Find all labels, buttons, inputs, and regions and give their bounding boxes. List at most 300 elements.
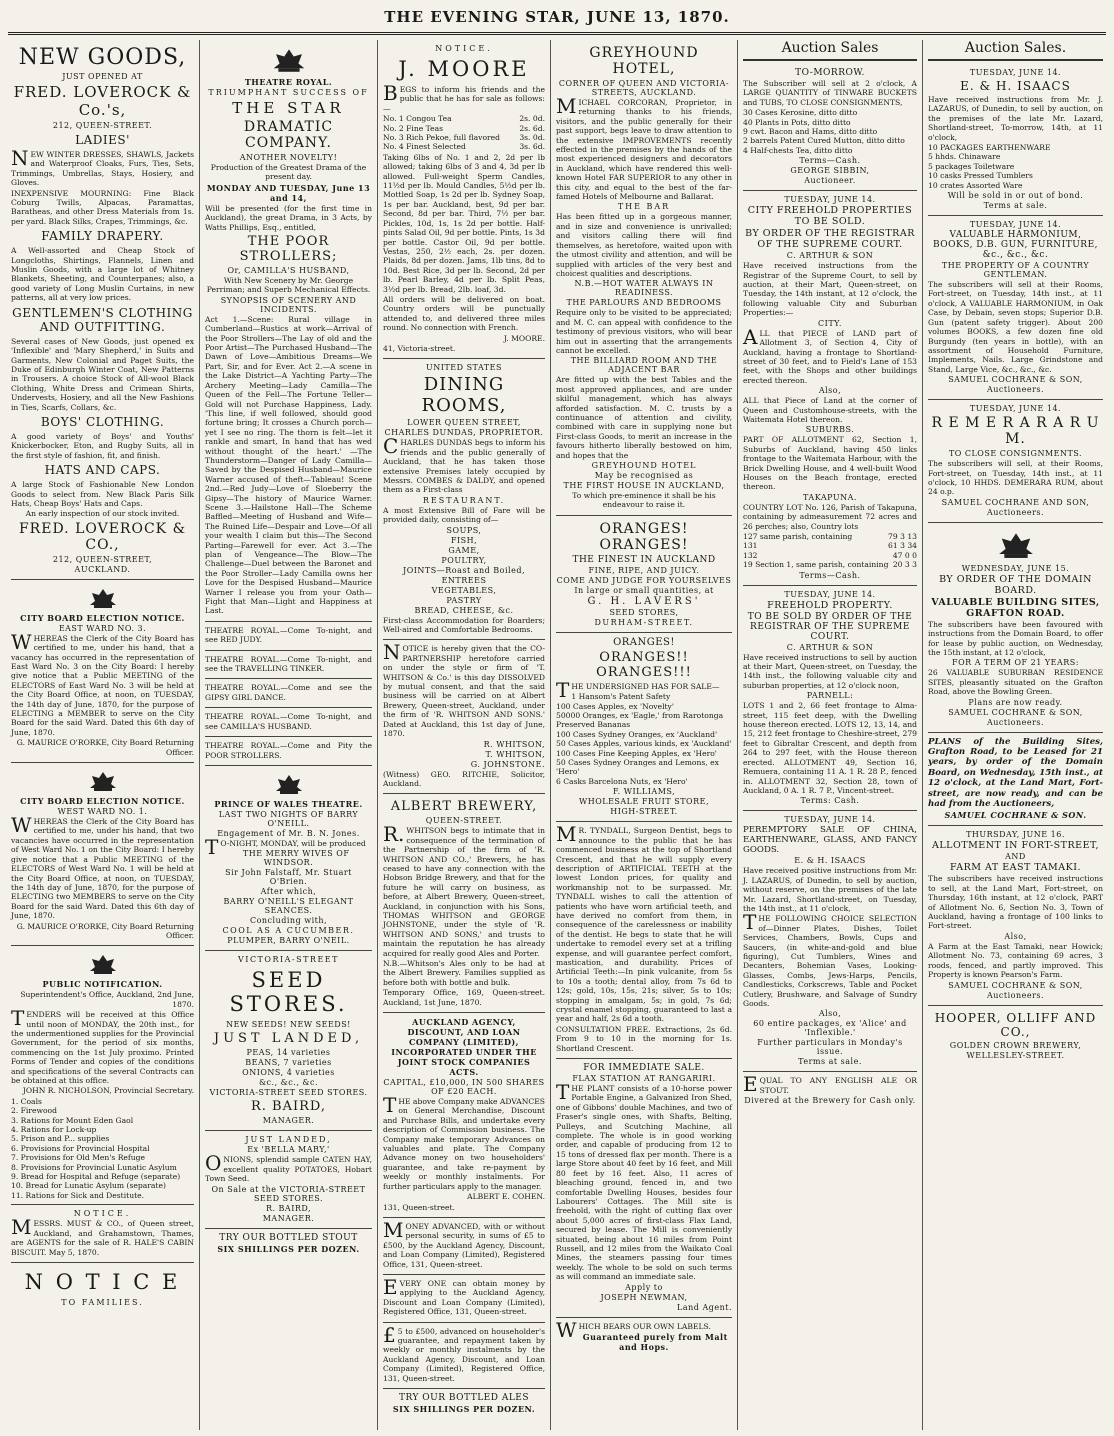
ad-text: With New Scenery by Mr. George Perriman; and Superb Mechanical Effects.	[206, 276, 371, 295]
ad-title: CITY FREEHOLD PROPERTIES TO BE SOLD.	[747, 205, 913, 228]
proprietor-name: R. BAIRD,	[250, 1099, 326, 1115]
ad-date: MONDAY AND TUESDAY, June 13 and 14,	[206, 182, 371, 203]
notice-text: MESSRS. MUST & CO., of Queen street, Auckland, and Grahamstown, Thames, are AGENTS for the sale of R. HALE'S CABIN BISCUIT. May 5, 1870.	[11, 1215, 194, 1257]
ad-bottled-ales	[383, 1389, 545, 1419]
ad-text: All orders will be delivered on boat. Country orders will be punctually attended to, and delivered three miles round. No connection with French.	[383, 294, 545, 333]
list-item: 11. Rations for Sick and Destitute.	[11, 1190, 145, 1200]
ad-subtitle: CAPITAL, £10,000, IN 500 SHARES OF £20 EACH.	[383, 1078, 545, 1097]
ad-title: DINING ROOMS,	[421, 374, 507, 417]
item-name: No. 2 Fine Teas	[383, 123, 444, 133]
ad-text: EVERY ONE can obtain money by applying to the Auckland Agency, Discount and Loan Company (Limited), Registered Office, 131, Queen-street.	[383, 1274, 545, 1317]
ad-subtitle: Divered at the Brewery for Cash only.	[744, 1096, 916, 1106]
ad-city-freehold	[743, 191, 917, 585]
auctioneer-title: Auctioneer.	[804, 176, 856, 186]
list-item: 3. Rations for Mount Eden Gaol	[11, 1115, 134, 1125]
notice-subheading: WEST WARD NO. 1.	[57, 807, 148, 817]
ad-title: R E M E R A R A R U M.	[931, 415, 1100, 448]
ad-text: Apply to	[625, 1282, 663, 1292]
ad-title: ALLOTMENT IN FORT-STREET,	[931, 840, 1100, 852]
ad-text: To which pre-eminence it shall be his endeavour to raise it.	[572, 491, 716, 510]
list-item: 5 hhds. Chinaware	[928, 152, 1001, 162]
lot-name: 131	[743, 541, 758, 551]
menu-item: POULTRY,	[441, 555, 487, 565]
sale-date: TUESDAY, JUNE 14.	[969, 220, 1062, 230]
ad-theatre-royal-3	[205, 679, 372, 708]
ad-bottled-stout	[205, 1229, 372, 1259]
lot-row	[743, 541, 917, 550]
ad-harmonium	[928, 216, 1103, 400]
partner-name: T. WHITSON,	[485, 749, 545, 759]
item-price: 3s. 6d.	[519, 142, 545, 152]
ad-text: A most Extensive Bill of Fare will be provided daily, consisting of—	[383, 505, 545, 525]
ad-text: A Farm at the East Tamaki, near Howick; Allotment No. 73, containing 69 acres, 3 roods, fenced, and partly improved. This Property is known Pearson's Farm.	[928, 941, 1103, 980]
auctioneer-name: C. ARTHUR & SON	[786, 251, 874, 261]
ad-prince-of-wales	[205, 766, 372, 951]
firm-address: 212, QUEEN-STREET.	[52, 121, 153, 130]
ad-text: The subscribers have received instructions to sell, at the Land Mart, Fort-street, on Thursday, 16th instant, at 12 o'clock, PART of Allotment No. 6, Section No. 3, Town of Auckland, having a frontage of 100 links to Fort-street.	[928, 874, 1103, 931]
lot-area: 20 3 3	[892, 560, 917, 570]
menu-item: VEGETABLES,	[431, 585, 497, 595]
notice-office: Superintendent's Office, Auckland, 2nd June, 1870.	[20, 990, 194, 1009]
auctioneer-name: SAMUEL COCHRANE & SON,	[948, 707, 1083, 717]
ad-subtitle: RESTAURANT.	[422, 495, 506, 505]
ad-text: THE FOLLOWING CHOICE SELECTION of—Dinner Plates, Dishes, Toilet Services, Chambers, Bowls, Cups and Saucers, (in white-and-gold and blue figuring), Cut Tumblers, Wines and Decanters, Bohemian Vases, Looking-Glasses, Combs, Jews-Harps, Pencils, Candlesticks, Corkscrews, Table and Pocket Cutlery, Brushware, and Salvage of Sundry Goods.	[743, 910, 917, 1008]
ad-subtitle: THE FINEST IN AUCKLAND	[572, 554, 716, 565]
list-item: Preserved Bananas	[556, 720, 631, 730]
notice-text: WHEREAS the Clerk of the City Board has certified to me, under his hand, that two vacancies have occurred in the representation of West Ward No. 1 on the City Board: I hereby give notice that a Public MEETING of the ELECTORS of West Ward No. 1 will be held at the City Board Office, at noon, on TUESDAY, the 14th day of June, 1870, for the purpose of ELECTING two MEMBERS to serve on the City Board for the said Ward. Dated this 6th day of June, 1870.	[11, 813, 194, 921]
ad-title: SEED STORES.	[229, 968, 348, 1017]
ad-albert-brewery	[383, 794, 545, 1013]
ad-text: May be recognised as	[594, 471, 694, 480]
ad-text: Will be presented (for the first time in Auckland), the great Drama, in 3 Acts, by Watts Phillips, Esq., entitled,	[205, 203, 372, 232]
ad-text: THE FIRST HOUSE IN AUCKLAND,	[563, 481, 725, 490]
ad-text: Terms: Cash.	[800, 796, 860, 806]
ad-grafton-sites	[928, 523, 1103, 733]
list-item: &c., &c., &c.	[258, 1078, 319, 1088]
section-heading: TAKAPUNA.	[803, 492, 857, 502]
ad-subtitle: GOLDEN CROWN BREWERY,	[949, 1040, 1082, 1050]
ad-address: QUEEN-STREET.	[425, 816, 503, 826]
ad-theatre-royal-5	[205, 737, 372, 766]
ad-text: On Sale at the VICTORIA-STREET SEED STORES.	[211, 1184, 366, 1203]
ad-text: N.B.—HOT WATER ALWAYS IN READINESS.	[574, 279, 714, 298]
section-text: An early inspection of our stock invited.	[25, 509, 180, 519]
column-5	[738, 40, 923, 1430]
ad-text: SEED STORES,	[609, 607, 679, 617]
section-heading: THE BAR	[617, 202, 671, 212]
ad-subtitle: FLAX STATION AT RANGARIRI.	[572, 1074, 716, 1084]
ad-theatre-royal-2	[205, 651, 372, 680]
sale-list	[928, 143, 1103, 190]
ad-text: The Subscriber will sell at 2 o'clock, A LARGE QUANTITY of TINWARE BUCKETS and TUBS, TO CLOSE CONSIGNMENTS,	[743, 79, 917, 107]
auctioneer-name: C. ARTHUR & SON	[786, 642, 874, 652]
ad-subtitle: ANOTHER NOVELTY!	[239, 153, 338, 162]
ad-text: In large or small quantities, at	[574, 585, 714, 595]
ad-election-east	[11, 580, 194, 763]
list-item: 4. Rations for Lock-up	[11, 1125, 97, 1135]
list-item: 100 Cases Apples, ex 'Novelty'	[556, 701, 674, 711]
section-heading: HATS AND CAPS.	[44, 463, 161, 478]
sale-date: TO-MORROW.	[795, 68, 865, 78]
list-item: 50 Cases Apples, various kinds, ex 'Auckland'	[556, 739, 732, 749]
ad-text: Have received instructions from the Registrar of the Supreme Court, to sell by auction, at their Mart, Queen-street, on Tuesday, the 14th instant, at 12 o'clock, the following valuable City and Suburban Properties:—	[743, 261, 917, 318]
auctioneer-title: Auctioneers.	[986, 385, 1045, 395]
ad-text: Concluding with,	[249, 916, 328, 926]
ad-title: EQUAL TO ANY ENGLISH ALE OR STOUT.	[743, 1072, 917, 1097]
menu-item: JOINTS—Roast and Boiled,	[402, 565, 525, 575]
list-item: 40 Plants in Pots, ditto ditto	[743, 117, 851, 127]
ad-text: 60 entire packages, ex 'Alice' and 'Inflexible.'	[753, 1019, 907, 1038]
sale-date: TUESDAY, JUNE 14.	[784, 815, 876, 825]
supplies-list	[11, 1097, 194, 1200]
ad-address: 131, Queen-street.	[383, 1202, 455, 1212]
lot-name: 19 Section 1, same parish, containing	[743, 560, 889, 570]
auctioneer-name: SAMUEL COCHRANE & SON.	[944, 810, 1087, 821]
ad-auckland-agency	[383, 1013, 545, 1218]
ad-dining-rooms	[383, 359, 545, 640]
list-item: 2. Firewood	[11, 1106, 57, 1116]
proprietor-title: MANAGER.	[262, 1213, 315, 1223]
list-item: 9. Bread for Hospital and Refuge (separate)	[11, 1172, 181, 1182]
ad-title: ORANGES! ORANGES!	[599, 520, 689, 553]
ad-text: R.WHITSON begs to intimate that in consequence of the termination of the Partnership of the firm of 'R. WHITSON AND CO.,' Brewers, he has ceased to have any connection with the Hobson Bridge Brewery, and that for the future he will carry on business, as before, at Albert Brewery, Queen-street, Auckland, in conjunction with his Sons, THOMAS WHITSON and GEORGE JOHNSTONE, under the style of 'R. WHITSON AND SONS,' and trusts to maintain the reputation he has already acquired for really good Ales and Porter.	[383, 822, 545, 958]
menu-item: FISH,	[450, 535, 478, 545]
ad-text: ALL that Piece of Land at the corner of Queen and Customhouse-streets, with the Waitemata Hotel thereon.	[743, 396, 917, 424]
ad-address: 41, Victoria-street.	[383, 343, 456, 353]
section-heading: BOYS' CLOTHING.	[40, 414, 165, 429]
auctioneer-name: GEORGE SIBBIN,	[790, 166, 870, 176]
item-price: 2s. 0d.	[519, 114, 545, 124]
ad-five-pounds	[383, 1323, 545, 1389]
ad-title: DRAMATIC COMPANY.	[243, 119, 334, 151]
item-name: No. 3 Rich Pekoe, full flavored	[383, 133, 501, 143]
ad-title: HOOPER, OLLIFF AND CO.,	[934, 1010, 1097, 1039]
notice-heading: PUBLIC NOTIFICATION.	[42, 979, 163, 990]
ad-text: Have received instructions to sell by auction at their Mart, Queen-street, on Tuesday, the 14th inst., the following valuable city and suburban properties, at 12 o'clock noon,	[743, 652, 917, 690]
column-2	[200, 40, 378, 1430]
auctioneer-name: E. & H. ISAACS	[794, 856, 866, 866]
ad-subtitle: UNITED STATES	[426, 363, 502, 373]
list-item: 6. Provisions for Provincial Hospital	[11, 1143, 150, 1153]
ad-subtitle: TRIUMPHANT SUCCESS OF	[208, 88, 369, 97]
ad-williams-oranges	[556, 633, 732, 822]
ad-address: WELLESLEY-STREET.	[966, 1050, 1065, 1060]
notice-signature: JOHN R. NICHOLSON, Provincial Secretary.	[22, 1086, 194, 1096]
notice-heading: CITY BOARD ELECTION NOTICE.	[20, 612, 185, 623]
royal-crest-icon	[86, 587, 120, 609]
sale-list	[556, 692, 732, 786]
ad-subtitle: COME AND JUDGE FOR YOURSELVES	[556, 575, 732, 585]
notice-heading: CITY BOARD ELECTION NOTICE.	[20, 796, 185, 807]
ad-partnership-notice	[383, 640, 545, 794]
ad-subtitle: JUST LANDED,	[213, 1031, 364, 1047]
ad-text: Taking 6lbs of No. 1 and 2, 2d per lb allowed; taking 6lbs of 3 and 4, 3d per lb allowed. Full-weight Sperm Candles, 11½d per lb. Mould Candles, 5½d per lb. Mottled Soap, 1s 2d per lb. Sydney Soap, 1s per bar. Auckland, best, 9d per bar. Second, 8d per bar. Third, 7½ per bar. Pickles, 10d, 1s, 1s 2d per bottle. Half-pints Salad Oil, 9d per bottle. Pints, 1s 3d per bottle. Castor Oil, 9d per bottle. Vestas, 250, 2½ each, 2s. per dozen. Plaids, 8d per dozen. Jams, 1lb tins, 8d to 10d. Best Rice, 3d per lb. Second, 2d per lb. Pearl Barley, 4d per lb. Split Peas, 3½d per lb. Bread, 2lb. loaf, 3d.	[383, 152, 545, 294]
column-1	[6, 40, 200, 1430]
ad-freehold-property	[743, 586, 917, 812]
masthead: THE EVENING STAR, JUNE 13, 1870.	[384, 8, 730, 26]
ad-address: CORNER OF QUEEN AND VICTORIA-STREETS, AUCKLAND.	[558, 79, 730, 97]
list-item: 50 Cases Sydney Oranges and Lemons, ex 'Hero'	[556, 758, 719, 777]
ad-subtitle: TO CLOSE CONSIGNMENTS.	[948, 449, 1083, 459]
notice-signature: G. MAURICE O'RORKE, City Board Returning Officer.	[16, 921, 194, 940]
menu-item: SOUPS,	[446, 525, 482, 535]
ad-seed-stores	[205, 951, 372, 1131]
ad-subtitle: TO BE SOLD BY ORDER OF THE REGISTRAR OF THE SUPREME COURT.	[747, 611, 913, 642]
ad-title: ORANGES!	[613, 636, 675, 648]
ad-text: THEATRE ROYAL.—Come To-night, and see RED JUDY.	[205, 625, 372, 645]
synopsis-heading: SYNOPSIS OF SCENERY AND INCIDENTS.	[220, 295, 357, 314]
section-heading: SUBURBS.	[805, 425, 855, 435]
notice-text: WHEREAS the Clerk of the City Board has certified to me, under his hand, that a vacancy has occurred in the representation of East Ward No. 3 on the City Board: I hereby give notice that a Public MEETING of the ELECTORS of East Ward No. 3 will be held at the City Board Office, at noon, on TUESDAY, the 14th day of June, 1870, for the purpose of ELECTING a MEMBER to serve on the City Board for the said Ward. Dated this 6th day of June, 1870.	[11, 629, 194, 737]
sale-date: WEDNESDAY, JUNE 15.	[961, 563, 1070, 573]
column-4	[551, 40, 738, 1430]
item-name: No. 4 Finest Selected	[383, 142, 466, 152]
list-item: 1. Coals	[11, 1096, 42, 1106]
ad-address: DURHAM-STREET.	[594, 617, 694, 627]
menu-item: BREAD, CHEESE, &c.	[414, 605, 514, 615]
ad-title: FOR IMMEDIATE SALE.	[583, 1063, 705, 1074]
notice-text: NOTICE is hereby given that the CO-PARTNERSHIP heretofore carried on under the style or firm of 'T. WHITSON & Co.' is this day DISSOLVED by mutual consent, and that the said business will be carried on at Albert Brewery, Queen-street, Auckland, under the firm of 'R. WHITSON AND SONS.' Dated at Auckland, this 1st day of June, 1870.	[383, 640, 545, 739]
ad-text: BARRY O'NEILL'S ELEGANT SEANCES.	[223, 897, 354, 916]
ad-hale-biscuit	[11, 1205, 194, 1263]
ad-title: FREEHOLD PROPERTY.	[767, 599, 893, 611]
ad-signature: ALBERT E. COHEN.	[467, 1192, 545, 1202]
ad-text: Engagement of Mr. B. N. Jones.	[217, 828, 360, 838]
ad-text: CHARLES DUNDAS begs to inform his friends and the public generally of Auckland, that he has taken those extensive Premises lately occupied by Messrs. COMBES & DALDY, and opened them as a First-class	[383, 434, 545, 495]
ad-just-landed	[205, 1131, 372, 1228]
list-item: 5 packages Toiletware	[928, 161, 1015, 171]
section-text: Several cases of New Goods, just opened ex 'Inflexible' and 'Mary Shepherd,' in Suits and Garments, New Colonial and Paget Suits, the Duke of Edinburgh Winter Coat, New Patterns in Trousers. A choice Stock of All-wool Black Clothing, White Dress and Crimean Shirts, Undervests, Hosiery, and all the New Fashions in Ties, Scarfs, Collars, &c.	[11, 336, 194, 412]
item-name: No. 1 Congou Tea	[383, 114, 452, 124]
auctioneer-title: Auctioneers.	[986, 717, 1045, 727]
ad-english-ale	[743, 1072, 917, 1110]
ad-text: Have received instructions from Mr. J. LAZARUS, of Dunedin, to sell by auction, on the premises of the late Mr. Lazard, Shortland-street, To-morrow, 14th, at 11 o'clock,	[928, 95, 1103, 142]
ad-money-advanced	[383, 1218, 545, 1275]
list-item: 100 Cases Fine Keeping Apples, ex 'Hero'	[556, 748, 717, 758]
ad-title: VALUABLE BUILDING SITES, GRAFTON ROAD.	[931, 596, 1100, 619]
firm-city: AUCKLAND.	[74, 564, 131, 574]
theatre-name: PRINCE OF WALES THEATRE.	[214, 798, 363, 809]
ad-text: Will be sold in or out of bond.	[947, 191, 1084, 201]
lot-area: 47 0 0	[892, 550, 917, 560]
ad-text: Production of the Greatest Drama of the present day.	[210, 163, 367, 182]
list-item: 10. Bread for Lunatic Asylum (separate)	[11, 1181, 166, 1191]
ad-text: PLUMPER, BARRY O'NEIL.	[227, 936, 350, 946]
synopsis-text: Act 1.—Scene: Rural village in Cumberland—Rustics at work—Arrival of the Poor Strollers—The Lay of old and the Poor Artist—The Purchased Husband—The Dawn of Love—Ambitious Dreams—We Part, Sir, and for Ever. Act 2.—A scene in the Lake District—A Yachting Party—The Archery Meeting—Lady Camilla—The Queen of the Fell—The Fortune Teller—Gold will not Purchase Happiness, Lady. 'This line, if well followed, should good fortune bring; It crosses a Church porch—yet I see no ring. The thorn is felt—let it rankle and smart, In hand that has wed without thought of the heart.' —The Thunderstorm—Danger of Lady Camilla—Saved by the Despised Husband—Maurice Warner accused of theft—Tableau! Scene 2nd.—Red Judy—Love of Sloeberry the Gipsy—The history of Maurice Warner. Scene 3.—Hailstone Hall—The Scheme Baffled—Meeting of Husband and Wife—The Ruined Life—Despair and Love—Of all your wealth I claim but this—The Second Parting—Farewell for ever. Act 3.—The plan of Vengeance—The Blow—The Challenge—Duel between the Baronet and the Poor Stroller—Lady Camilla owns her Love for the Despised Husband—Maurice Warner I release you from your Oath—Fight that Man—Light and Happiness at Last.	[205, 314, 372, 616]
ad-public-notification	[11, 946, 194, 1205]
auctioneer-name: SAMUEL COCHRANE AND SON,	[941, 497, 1090, 507]
ad-lavers-oranges	[556, 516, 732, 633]
ad-text: THE UNDERSIGNED HAS FOR SALE—	[556, 677, 720, 702]
ad-subtitle: BY ORDER OF THE REGISTRAR OF THE SUPREME COURT.	[745, 228, 915, 251]
ad-flax-station	[556, 1059, 732, 1318]
notice-heading: NOTICE.	[435, 44, 493, 53]
ad-text: CONSULTATION FREE. Extractions, 2s 6d. From 9 to 10 in the morning for 1s. Shortland Crescent.	[556, 1024, 732, 1053]
section-heading: THE PARLOURS AND BEDROOMS	[566, 298, 722, 308]
royal-crest-icon	[86, 770, 120, 792]
list-item: 4 Half-chests Tea, ditto ditto	[743, 145, 853, 155]
ad-text: 26 VALUABLE SUBURBAN RESIDENCE SITES, pleasantly situated on the Grafton Road, above the Bowling Green.	[928, 668, 1103, 697]
ad-subtitle: SIX SHILLINGS PER DOZEN.	[392, 1404, 536, 1414]
list-item: 10 casks Pressed Tumblers	[928, 171, 1033, 181]
ad-subtitle: JUST OPENED AT	[62, 72, 143, 81]
ad-text: THEATRE ROYAL.—Come and Pity the POOR STROLLERS.	[205, 741, 372, 760]
ad-text: MICHAEL CORCORAN, Proprietor, in returning thanks to his friends, visitors, and the public generally for their past support, begs leave to draw attention to the extensive IMPROVEMENTS recently effected in the premises by the hands of the most experienced designers and decorators in Auckland, which have rendered this well-known Hotel FAR SUPERIOR to any other in this city, and equal to the best of the far-famed Hotels of Melbourne and Ballarat.	[556, 94, 732, 202]
ad-plans-notice	[928, 733, 1103, 827]
ad-text: Also,	[818, 386, 842, 396]
ad-title: J. MOORE	[398, 57, 530, 81]
notice-text: TENDERS will be received at this Office until noon of MONDAY, the 20th inst., for the undermentioned supplies for the Provincial Government, for the period of six months, commencing on the 1st July proximo. Printed Forms of Tender and copies of the conditions and specifications of the several Contracts can be obtained at this office.	[11, 1006, 194, 1085]
notice-heading: N O T I C E	[24, 1269, 181, 1294]
ad-title: TRY OUR BOTTLED ALES	[398, 1393, 530, 1403]
ad-text: Require only to be visited to be appreciated; and M. C. can appeal with confidence to the testimony of previous visitors, who will bear him out in asserting that the arrangements cannot be excelled.	[556, 308, 732, 355]
section-heading: THE BILLIARD ROOM AND THE ADJACENT BAR	[570, 356, 718, 375]
proprietor-name: F. WILLIAMS,	[612, 787, 676, 797]
partner-name: R. WHITSON,	[483, 739, 545, 749]
ad-text: Terms at sale.	[983, 201, 1048, 211]
ad-title: GREYHOUND HOTEL	[591, 461, 697, 470]
ad-text: Further particulars in Monday's issue.	[757, 1038, 903, 1057]
play-subtitle: Or, CAMILLA'S HUSBAND,	[227, 266, 350, 276]
ad-subtitle: VICTORIA-STREET	[238, 955, 339, 965]
sale-date: TUESDAY, JUNE 14.	[969, 404, 1062, 414]
list-item: 50000 Oranges, ex 'Eagle,' from Rarotonga	[556, 711, 724, 721]
section-heading: PARNELL:	[806, 691, 854, 701]
ad-text: After which,	[260, 887, 317, 897]
sale-date: TUESDAY, JUNE 14.	[784, 195, 876, 205]
ad-text: THEATRE ROYAL.—Come To-night, and see CAMILLA'S HUSBAND.	[205, 712, 372, 731]
proprietor-name: G. H. LAVERS'	[587, 595, 701, 607]
proprietor-name: JOSEPH NEWMAN,	[600, 1292, 688, 1302]
proprietor-name: CHARLES DUNDAS, PROPRIETOR.	[384, 428, 544, 438]
play-title: THE MERRY WIVES OF WINDSOR.	[242, 849, 350, 868]
notice-heading: NOTICE.	[73, 1209, 132, 1219]
ad-text: THE above Company make ADVANCES on General Merchandise, Discount and Purchase Bills, and undertake every description of Commission business. The Company make temporary Advances on valuables and plate. The Company Advance money on two householders' guarantee, and take re-payment by weekly or monthly instalments. For further particulars apply to the manager.	[383, 1093, 545, 1191]
ad-title: VALUABLE HARMONIUM, BOOKS, D.B. GUN, FURNITURE, &c., &c., &c.	[932, 230, 1099, 261]
list-item: 30 Cases Kerosine, ditto ditto	[743, 108, 858, 118]
notice-subheading: TO FAMILIES.	[61, 1297, 144, 1307]
masthead-rule	[8, 32, 1106, 35]
ad-subtitle: SIX SHILLINGS PER DOZEN.	[217, 1243, 360, 1254]
ad-text: First-class Accommodation for Boarders; Well-aired and Comfortable Bedrooms.	[383, 615, 545, 635]
price-row	[383, 114, 545, 123]
lot-row	[743, 551, 917, 560]
ad-demerara-rum	[928, 400, 1103, 523]
section-heading: GENTLEMEN'S CLOTHING AND OUTFITTING.	[12, 305, 193, 334]
royal-crest-icon	[86, 953, 120, 975]
ad-text: TO-NIGHT, MONDAY, will be produced	[205, 834, 366, 859]
royal-crest-icon	[994, 530, 1038, 560]
price-row	[383, 124, 545, 133]
column-3	[378, 40, 551, 1430]
menu-item: ENTREES	[441, 575, 487, 585]
ad-title: ORANGES!! ORANGES!!!	[596, 649, 692, 680]
ad-subtitle: FOR A TERM OF 21 YEARS:	[952, 658, 1079, 668]
notice-signature: G. MAURICE O'RORKE, City Board Returning Officer.	[16, 738, 194, 757]
section-text: A large Stock of Fashionable New London Goods to select from. New Black Paris Silk Hats, Cheap Boys' Hats and Caps.	[11, 480, 194, 508]
sale-date: THURSDAY, JUNE 16.	[966, 830, 1065, 840]
list-item: 9 cwt. Bacon and Hams, ditto ditto	[743, 127, 878, 137]
price-row	[383, 142, 545, 151]
ad-title: ALBERT BREWERY,	[390, 799, 538, 815]
ad-subtitle: BY ORDER OF THE DOMAIN BOARD.	[939, 573, 1092, 596]
ad-subtitle: Guaranteed purely from Malt and Hops.	[582, 1331, 728, 1352]
proprietor-title: MANAGER.	[262, 1116, 315, 1126]
list-item: 10 crates Assorted Ware	[928, 180, 1023, 190]
list-item: 6 Casks Barcelona Nuts, ex 'Hero'	[556, 776, 688, 786]
play-title: COOL AS A CUCUMBER.	[222, 926, 355, 936]
price-row	[383, 133, 545, 142]
lot-row	[743, 560, 917, 569]
ad-signature: J. MOORE.	[503, 333, 545, 343]
firm-address: 212, QUEEN-STREET,	[52, 554, 153, 564]
firm-name: FRED. LOVEROCK & Co.'s,	[13, 83, 192, 119]
ad-title: AUCKLAND AGENCY, DISCOUNT, AND LOAN COMPANY (LIMITED), INCORPORATED UNDER THE JOINT STOCK COMPANIES ACTS.	[391, 1017, 537, 1078]
ad-text: THE PLANT consists of a 10-horse power Portable Engine, a Galvanized Iron Shed, one of Gibbons' double Machines, and two of Fraser's single ones, with Shafts, Belting, Pulleys, and Scutching Machine, all complete. The whole is in good working order, and capable of producing from 12 to 15 tons of dressed flax per month. There is a large Store about 40 feet by 16 feet, and Mill 80 feet by 16 feet. Also, 11 acres of bleaching ground, fenced in, and two comfortable Dwelling Houses, besides four Labourers' Cottages. The Mill site is freehold, with the right of cutting flax over about 5,000 acres of first-class Flax Land, secured by lease. The Mill is conveniently situated, being about 16 miles from Point Russell, and 12 miles from the Waikato Coal Mines, the steamers passing four times weekly. The whole to be sold on such terms as will command an immediate sale.	[556, 1080, 732, 1282]
ad-theatre-royal-1	[205, 622, 372, 651]
ad-title: THE STAR	[232, 99, 345, 117]
ad-title: NEW GOODS,	[18, 45, 187, 70]
ad-notice-families	[11, 1263, 194, 1312]
list-item: 2 barrels Patent Cured Mutton, ditto ditto	[743, 136, 905, 146]
ad-address: HIGH-STREET.	[610, 807, 678, 817]
witness: (Witness) GEO. RITCHIE, Solicitor, Auckland.	[383, 769, 545, 788]
list-item: PEAS, 14 varieties	[246, 1048, 331, 1058]
lot-area: 79 3 13	[888, 532, 917, 541]
ad-text: MR. TYNDALL, Surgeon Dentist, begs to announce to the public that he has commenced business at the top of Shortland Crescent, and that he will supply every description of ARTIFICIAL TEETH at the lowest London prices, for quality and workmanship not to be surpassed. Mr. TYNDALL wishes to call the attention of patients who have worn artificial teeth, and have derived no comfort from them, in consequence of the carelessness or inability of the dentist. He begs to state that he will undertake to remodel every set at a trifling expense, and will guarantee perfect comfort, mastication, and durability. Prices of Artificial Teeth:—In pink vulcanite, from 5s to 10s a tooth; dental alloy, from 7s 6d to 12s; gold, 10s, 15s, 21s; silver, 5s to 10s; stopping in amalgam, 5s; in gold, 7s 6d; crystal enamel stopping, guaranteed to last a year and half, 2s 6d a tooth.	[556, 822, 732, 1024]
section-text: NEW WINTER DRESSES, SHAWLS, Jackets and Waterproof Cloaks, Furs, Ties, Sets, Trimmings, Umbrellas, Stays, Hosiery, and Gloves.	[11, 146, 194, 188]
ad-text: LOTS 1 and 2, 66 feet frontage to Alma-street, 115 feet deep, with the Dwelling house thereon erected. LOTS 12, 13, 14, and 15, 212 feet frontage to Cheshire-street, 279 feet to Gibraltar Crescent, and depth from 264 to 297 feet, with the House thereon erected. ALLOTMENT 49, Section 16, Remuera, containing 11 A. 1 R. 28 P., fenced in. ALLOTMENT 32, Section 28, town of Auckland, 0 A. 1 R. 7 P., Vincent-street.	[743, 701, 917, 795]
ad-greyhound-hotel	[556, 40, 732, 516]
ad-text: The subscribers have been favoured with instructions from the Domain Board, to offer for lease by public auction, on Wednesday, the 15th instant, at 12 o'clock,	[928, 619, 1103, 657]
ad-address: LOWER QUEEN STREET,	[407, 418, 521, 428]
ad-theatre-royal	[205, 40, 372, 622]
ad-election-west	[11, 763, 194, 946]
ad-text: Sir John Falstaff, Mr. Stuart O'Brien.	[225, 868, 352, 887]
ad-fort-street	[928, 826, 1103, 1005]
auctioneer-name: E. & H. ISAACS	[960, 79, 1071, 93]
auctioneer-title: Auctioneers.	[986, 507, 1045, 517]
column-heading: Auction Sales.	[928, 40, 1103, 61]
page-columns	[6, 40, 1108, 1430]
ad-theatre-royal-4	[205, 708, 372, 737]
ad-subtitle: NEW SEEDS! NEW SEEDS!	[226, 1020, 351, 1030]
ad-text: Are fitted up with the best Tables and the most approved appliances, and are under skilful management, which has always afforded satisfaction. M. C. trusts by a continuance of attention and civility, combined with care in supplying none but First-class Goods, to merit an increase in the favours hitherto liberally bestowed on him, and hopes that the	[556, 375, 732, 460]
ad-title: FARM AT EAST TAMAKI.	[949, 862, 1082, 874]
ad-text: LAST TWO NIGHTS OF BARRY O'NEILL.	[218, 809, 359, 828]
lot-area: 61 3 34	[888, 541, 917, 551]
ad-sibbin-tomorrow	[743, 64, 917, 191]
ad-text: WHOLESALE FRUIT STORE,	[579, 797, 709, 807]
ad-text: The subscribers will sell, at their Rooms, Fort-street, on Tuesday, 14th inst., at 11 o'clock, 10 HHDS. DEMERARA RUM, about 24 o.p.	[928, 459, 1103, 497]
sale-list	[743, 108, 917, 155]
ad-text: Terms—Cash.	[799, 156, 861, 166]
ad-text: AND	[1005, 852, 1026, 862]
ad-text: ONIONS, splendid sample CATEN HAY, excellent quality POTATOES, Hobart Town Seed.	[205, 1151, 372, 1184]
section-text: A good variety of Boys' and Youths' Knickerbocker, Eton, and Rugby Suits, all in the first style of fashion, fit, and finish.	[11, 431, 194, 460]
ad-text: COUNTRY LOT No. 126, Parish of Takapuna, containing by admeasurement 72 acres and 26 perches; also, Country lots	[743, 502, 917, 531]
ad-text: VICTORIA-STREET SEED STORES.	[209, 1088, 368, 1098]
ad-labels	[556, 1318, 732, 1357]
ad-text: £5 to £500, advanced on householder's guarantee, and repayment taken by weekly or monthly instalments by the Auckland Agency, Discount, and Loan Company (Limited), Registered Office, 131, Queen-street.	[383, 1322, 545, 1383]
ad-subtitle: FINE, RIPE, AND JUICY.	[588, 565, 700, 575]
ad-text: ALL that PIECE of LAND part of Allotment 3, of Section 4, City of Auckland, having a frontage to Shortland-street of 30 feet, and to Field's Lane of 153 feet, with the Shops and other buildings erected thereon.	[743, 324, 917, 385]
ad-text: Also,	[1004, 931, 1027, 941]
lot-row	[743, 532, 917, 541]
ad-text: THEATRE ROYAL.—Come To-night, and see the TRAVELLING TINKER.	[205, 654, 372, 674]
column-heading: Auction Sales	[743, 40, 917, 61]
list-item: 1 Hansom's Patent Safety	[571, 692, 671, 702]
